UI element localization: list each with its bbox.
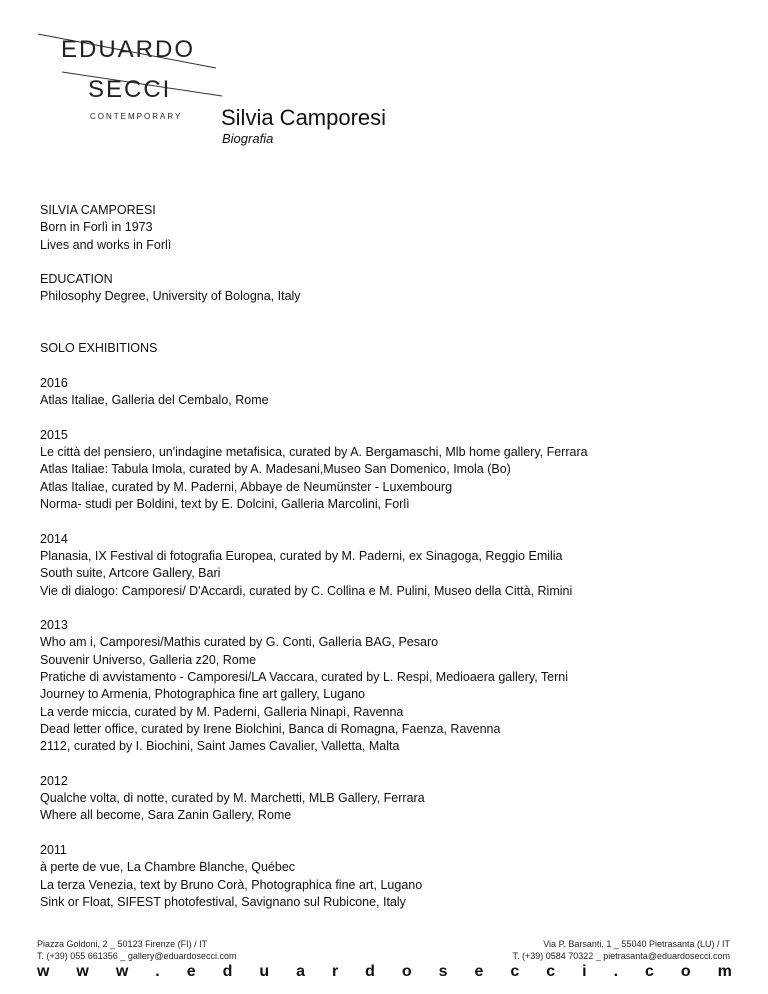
section-line: Planasia, IX Festival di fotografia Europea, curated by M. Paderni, ex Sinagoga, Reggio Emilia (40, 548, 563, 563)
section-line: Qualche volta, di notte, curated by M. Marchetti, MLB Gallery, Ferrara (40, 791, 425, 806)
section-heading: EDUCATION (40, 272, 113, 287)
footer-right-line: Via P. Barsanti, 1 _ 55040 Pietrasanta (LU) / IT (543, 939, 730, 949)
section-line: Dead letter office, curated by Irene Biolchini, Banca di Romagna, Faenza, Ravenna (40, 721, 501, 736)
website-letter: u (259, 963, 270, 980)
section-line: Vie di dialogo: Camporesi/ D'Accardi, curated by C. Collina e M. Pulini, Museo della Città, Rimini (40, 583, 573, 598)
logo-text-secci: SECCI (88, 76, 172, 103)
section-heading: SILVIA CAMPORESI (40, 203, 156, 217)
section-block (40, 375, 740, 410)
website-letter: a (296, 963, 305, 980)
section-line: 2112, curated by I. Biochini, Saint James Cavalier, Valletta, Malta (40, 739, 400, 754)
section-block (40, 773, 740, 825)
footer-left-line: Piazza Goldoni, 2 _ 50123 Firenze (FI) / IT (37, 939, 208, 949)
website-letter: w (76, 963, 89, 980)
section-line: Atlas Italiae: Tabula Imola, curated by A. Madesani,Museo San Domenico, Imola (Bo) (40, 462, 511, 477)
page-subtitle: Biografia (222, 131, 274, 146)
website-letter: i (582, 963, 587, 980)
section-heading: 2013 (40, 618, 68, 633)
gallery-logo (36, 30, 226, 130)
section-line: Lives and works in Forlì (40, 237, 172, 252)
logo-text-contemporary: CONTEMPORARY (90, 112, 183, 121)
website-letter: d (365, 963, 375, 980)
website-letter: c (644, 963, 654, 980)
section-block (40, 531, 740, 600)
logo-text-eduardo: EDUARDO (61, 36, 196, 63)
website-letter: o (401, 963, 412, 980)
website-letter: d (222, 963, 233, 980)
section-line: Where all become, Sara Zanin Gallery, Rome (40, 808, 292, 823)
website-letter: s (438, 963, 448, 980)
footer-florence-address (37, 938, 237, 962)
section-line: Born in Forlì in 1973 (40, 220, 153, 235)
section-line: Pratiche di avvistamento - Camporesi/LA Vaccara, curated by L. Respi, Medioaera gallery, Terni (40, 670, 569, 685)
section-block (40, 427, 740, 513)
section-block (40, 340, 740, 357)
website-letter: . (613, 963, 619, 980)
section-line: Atlas Italiae, curated by M. Paderni, Abbaye de Neumünster - Luxembourg (40, 479, 453, 494)
section-block (40, 617, 740, 755)
section-line: Philosophy Degree, University of Bologna, Italy (40, 289, 301, 304)
footer-right-line: T. (+39) 0584 70322 _ pietrasanta@eduardosecci.com (512, 951, 730, 961)
website-letter: r (331, 963, 339, 980)
page-title: Silvia Camporesi (221, 105, 387, 130)
website-letter: o (680, 963, 691, 980)
section-line: La verde miccia, curated by M. Paderni, Galleria Ninapì, Ravenna (40, 704, 404, 719)
section-line: Souvenir Universo, Galleria z20, Rome (40, 652, 257, 667)
website-letter: . (155, 963, 160, 980)
website-letter: w (37, 963, 50, 980)
section-line: Journey to Armenia, Photographica fine art gallery, Lugano (40, 687, 365, 702)
section-heading: 2016 (40, 375, 68, 390)
section-heading: SOLO EXHIBITIONS (40, 341, 158, 356)
website-letter: m (717, 963, 732, 980)
section-line: Norma- studi per Boldini, text by E. Dolcini, Galleria Marcolini, Forlì (40, 497, 410, 512)
website-letter: e (474, 963, 484, 980)
section-line: à perte de vue, La Chambre Blanche, Québec (40, 860, 296, 875)
section-heading: 2011 (40, 842, 67, 857)
section-heading: 2014 (40, 531, 68, 546)
section-line: Atlas Italiae, Galleria del Cembalo, Rome (40, 393, 269, 408)
section-line: Sink or Float, SIFEST photofestival, Savignano sul Rubicone, Italy (40, 894, 406, 909)
website-letter: c (546, 963, 556, 980)
section-heading: 2012 (40, 773, 68, 788)
footer-pietrasanta-address (512, 938, 730, 962)
section-block (40, 202, 740, 254)
biography-content (40, 202, 740, 928)
section-line: South suite, Artcore Gallery, Bari (40, 566, 221, 581)
section-line: Who am i, Camporesi/Mathis curated by G. Conti, Galleria BAG, Pesaro (40, 635, 439, 650)
section-line: Le città del pensiero, un'indagine metafisica, curated by A. Bergamaschi, Mlb home gallery, Ferrara (40, 445, 588, 460)
website-letter: w (115, 963, 129, 980)
footer-website (37, 963, 732, 981)
section-line: La terza Venezia, text by Bruno Corà, Photographica fine art, Lugano (40, 877, 423, 892)
section-heading: 2015 (40, 427, 68, 442)
section-block (40, 842, 740, 911)
website-letter: e (186, 963, 196, 980)
footer-left-line: T. (+39) 055 661356 _ gallery@eduardosecci.com (37, 951, 237, 961)
website-letter: c (510, 963, 520, 980)
section-block (40, 271, 740, 306)
